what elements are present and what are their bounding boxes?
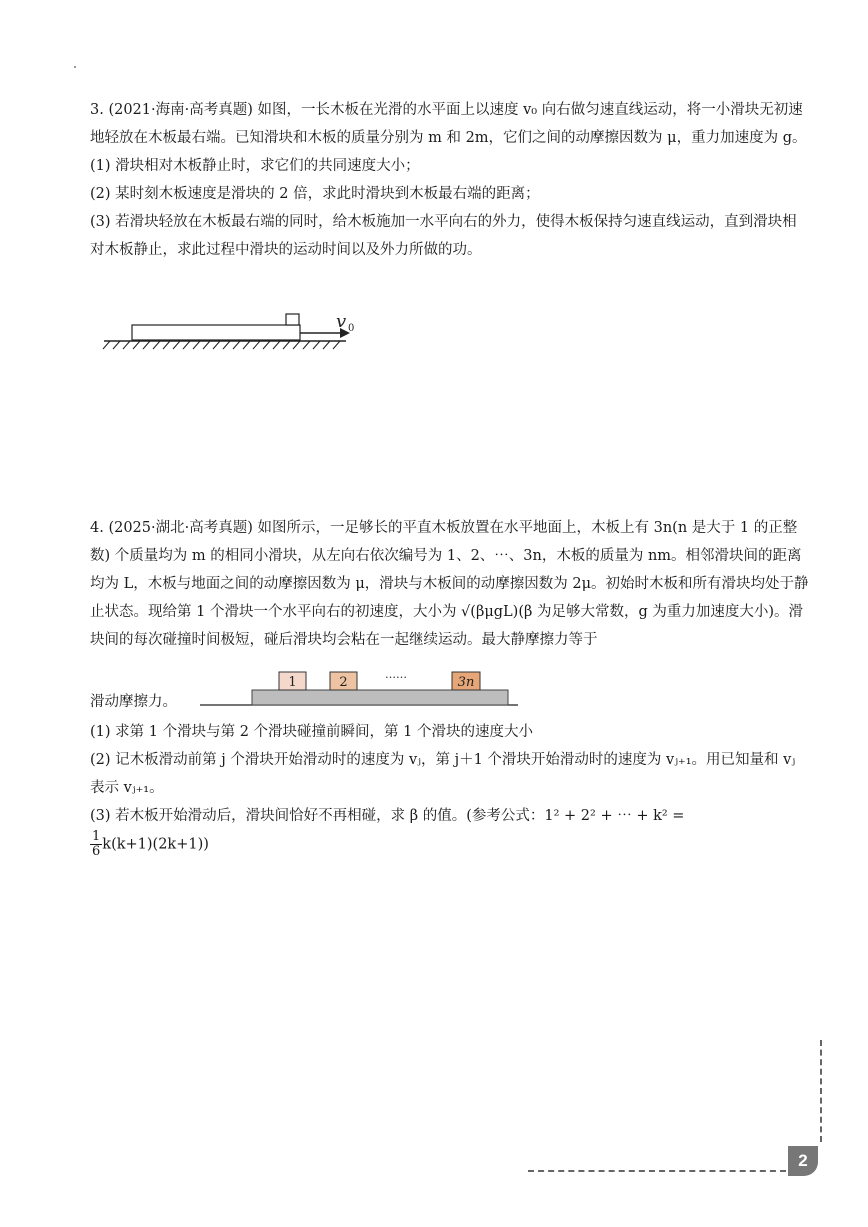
block-1-label: 1 — [288, 675, 297, 690]
ground-hatching — [103, 341, 340, 349]
fraction-one-sixth — [90, 830, 102, 859]
ellipsis: …… — [385, 668, 407, 681]
question-3 — [90, 96, 810, 264]
page-number: 2 — [788, 1146, 818, 1176]
q4-part1: (1) 求第 1 个滑块与第 2 个滑块碰撞前瞬间，第 1 个滑块的速度大小 — [90, 724, 533, 740]
page-border-horizontal — [528, 1170, 786, 1172]
q4-intro: 4. (2025·湖北·高考真题) 如图所示，一足够长的平直木板放置在水平地面上，木板上有 3n(n 是大于 1 的正整数) 个质量均为 m 的相同小滑块，从左向右依次编号为 1、2、⋯、3n，木板的质量为 nm。相邻滑块间的距离均为 L，木板与地面之间的动摩擦因数为 μ，滑块与木板间的动摩擦因数为 2μ。初始时木板和所有滑块均处于静止状态。现给第 1 个滑块一个水平向右的初速度，大小为 √(βμgL)(β 为足够大常数，g 为重力加速度大小)。滑块间的每次碰撞时间极短，碰后滑块均会粘在一起继续运动。最大静摩擦力等于 — [90, 520, 809, 648]
q4-part3: (3) 若木板开始滑动后，滑块间恰好不再相碰，求 β 的值。(参考公式：1² + 2² + ⋯ + k² = — [90, 808, 685, 824]
fraction-numerator: 1 — [92, 829, 101, 844]
question-4 — [90, 514, 810, 654]
q4-formula — [90, 830, 810, 859]
q4-intro-end: 滑动摩擦力。 — [90, 694, 177, 710]
q3-part1: (1) 滑块相对木板静止时，求它们的共同速度大小； — [90, 158, 420, 174]
q3-intro: 3. (2021·海南·高考真题) 如图，一长木板在光滑的水平面上以速度 v₀ 向右做匀速直线运动，将一小滑块无初速地轻放在木板最右端。已知滑块和木板的质量分别为 m 和 2m，它们之间的动摩擦因数为 μ，重力加速度为 g。 — [90, 102, 807, 146]
scan-dot — [74, 66, 76, 68]
q3-part3: (3) 若滑块轻放在木板最右端的同时，给木板施加一水平向右的外力，使得木板保持匀速直线运动，直到滑块相对木板静止，求此过程中滑块的运动时间以及外力所做的功。 — [90, 214, 797, 258]
small-block — [286, 314, 299, 325]
question-4-parts — [90, 718, 810, 859]
long-board — [132, 325, 300, 340]
block-3n-label: 3n — [457, 675, 475, 690]
block-2-label: 2 — [339, 675, 348, 690]
q3-part2: (2) 某时刻木板速度是滑块的 2 倍，求此时滑块到木板最右端的距离； — [90, 186, 540, 202]
page-border-vertical — [820, 1040, 822, 1142]
wooden-board — [252, 690, 508, 705]
formula-tail: k(k+1)(2k+1)) — [102, 836, 209, 853]
fraction-denominator: 6 — [92, 844, 101, 859]
velocity-label: v — [336, 311, 347, 332]
q4-part2: (2) 记木板滑动前第 j 个滑块开始滑动时的速度为 vⱼ，第 j＋1 个滑块开始滑动时的速度为 vⱼ₊₁。用已知量和 vⱼ 表示 vⱼ₊₁。 — [90, 752, 796, 796]
velocity-label-sub: 0 — [348, 323, 355, 334]
q4-figure — [200, 664, 520, 712]
q3-figure — [100, 306, 360, 356]
